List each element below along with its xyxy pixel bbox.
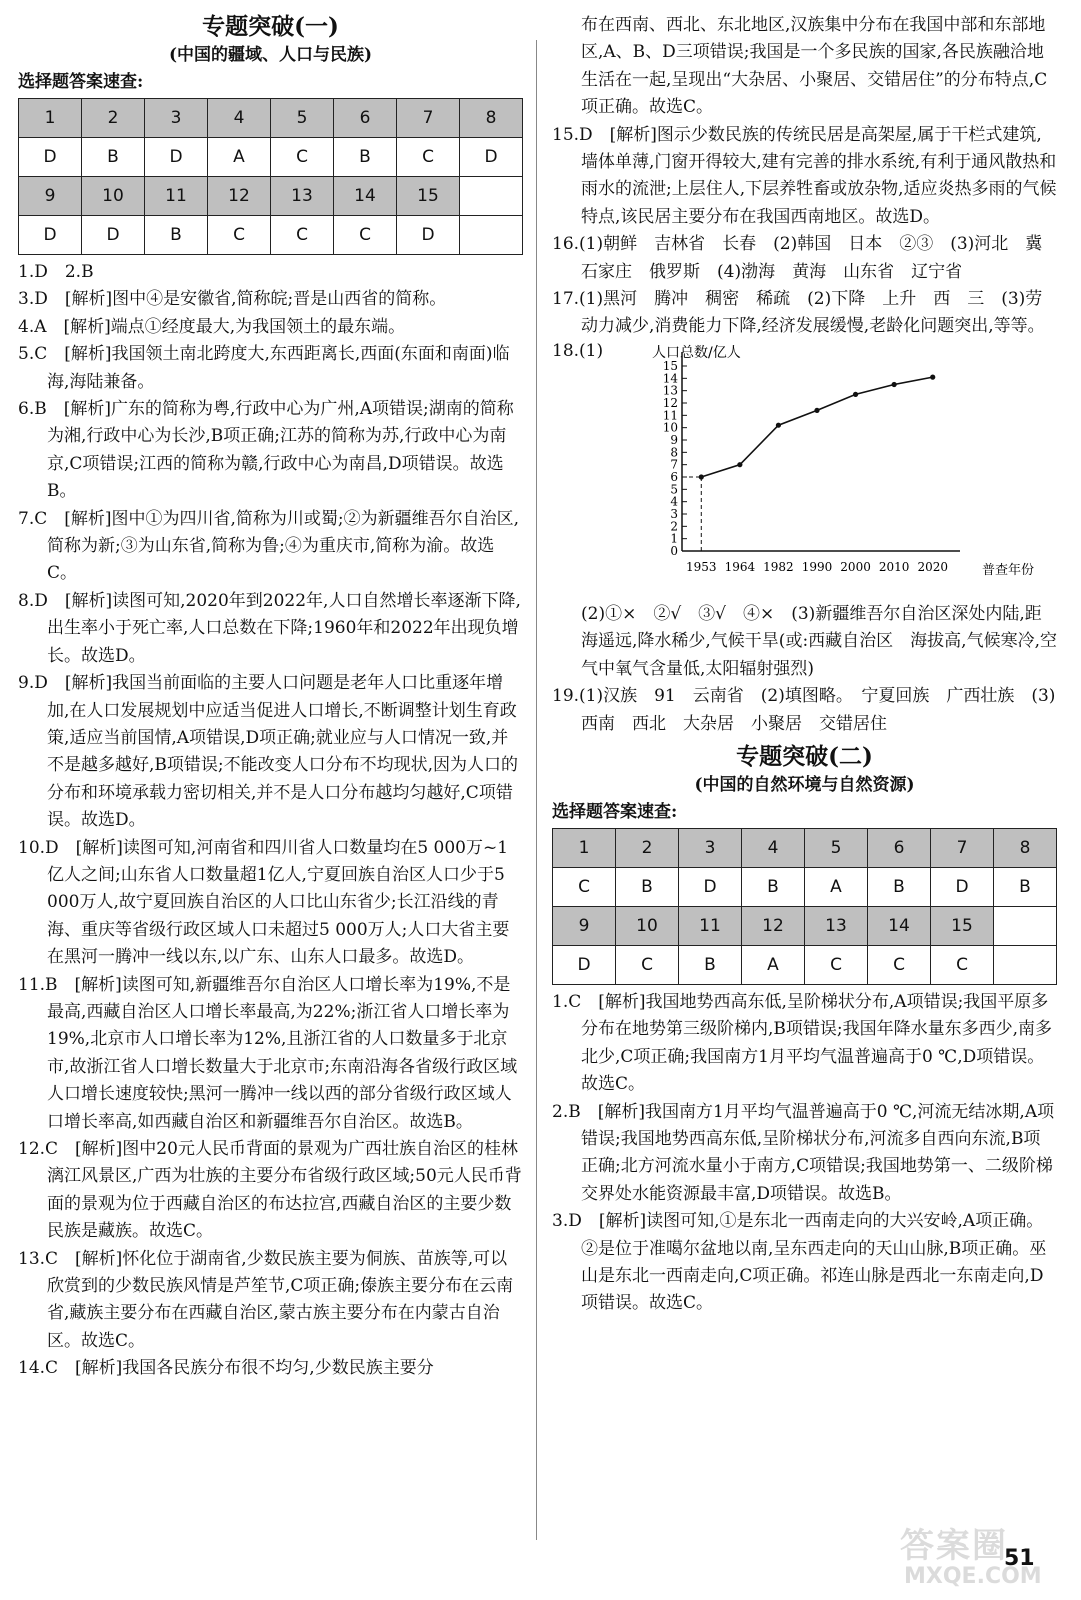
table-cell: D bbox=[19, 138, 82, 177]
data-point bbox=[930, 374, 935, 379]
table-cell: C bbox=[397, 138, 460, 177]
table-cell: 7 bbox=[397, 99, 460, 138]
table-cell: B bbox=[616, 867, 679, 906]
section2-quick-label: 选择题答案速查: bbox=[552, 801, 678, 822]
table-answer-row bbox=[553, 945, 1057, 984]
table-cell: 3 bbox=[145, 99, 208, 138]
table-cell: C bbox=[805, 945, 868, 984]
x-tick-label: 1982 bbox=[763, 559, 794, 574]
table-cell: 12 bbox=[208, 177, 271, 216]
answer-item: 1.C [解析]我国地势西高东低,呈阶梯状分布,A项错误;我国平原多分布在地势第三级阶梯内,B项错误;我国年降水量东多西少,南多北少,C项正确;我国南方1月平均气温普遍高于0 ℃,D项错误。故选C。 bbox=[552, 991, 1053, 1095]
data-point bbox=[699, 474, 704, 479]
table-cell: A bbox=[805, 867, 868, 906]
q18-number: 18.(1) bbox=[552, 340, 604, 361]
table-cell: B bbox=[82, 138, 145, 177]
answer-item: 10.D [解析]读图可知,河南省和四川省人口数量均在5 000万~1亿人之间;山东省人口数量超1亿人,宁夏回族自治区人口少于5 000万人,故宁夏回族自治区的人口比山东省少;长江沿线的青海、重庆等省级行政区域人口未超过5 000万人;人口大省主要在黑河一腾冲一线以东,以广东、山东人口最多。故选D。 bbox=[18, 837, 510, 968]
x-tick-label: 1964 bbox=[724, 559, 756, 574]
table-cell: C bbox=[334, 216, 397, 255]
section1-title: 专题突破(一) bbox=[202, 13, 339, 40]
table-cell: B bbox=[868, 867, 931, 906]
table-cell bbox=[460, 216, 523, 255]
x-tick-label: 1953 bbox=[686, 559, 717, 574]
q19: 19.(1)汉族 91 云南省 (2)填图略。 宁夏回族 广西壮族 (3)西南 西北 大杂居 小聚居 交错居住 bbox=[552, 686, 1056, 734]
table-cell: 12 bbox=[742, 906, 805, 945]
y-tick-label: 1 bbox=[670, 531, 678, 546]
answer-item: 9.D [解析]我国当前面临的主要人口问题是老年人口比重逐年增加,在人口发展规划中应适当促进人口增长,不断调整计划生育政策,适应当前国情,A项错误,D项正确;就业应与人口情况一致,并不是越多越好,B项错误;不能改变人口分布不均现状,因为人口的分布和环境承载力密切相关,并不是人口分布越均匀越好,C项错误。故选D。 bbox=[18, 673, 519, 831]
table-cell: 15 bbox=[931, 906, 994, 945]
answer-item: 8.D [解析]读图可知,2020年到2022年,人口自然增长率逐渐下降,出生率小于死亡率,人口总数在下降;1960年和2022年出现负增长。故选D。 bbox=[18, 590, 521, 666]
y-tick-label: 12 bbox=[662, 395, 678, 410]
answer-item: 13.C [解析]怀化位于湖南省,少数民族主要为侗族、苗族等,可以欣赏到的少数民族风情是芦笙节,C项正确;傣族主要分布在云南省,藏族主要分布在西藏自治区,蒙古族主要分布在内蒙古自治区。故选C。 bbox=[18, 1248, 514, 1351]
table-cell bbox=[460, 177, 523, 216]
y-tick-label: 3 bbox=[670, 506, 678, 521]
y-tick-label: 8 bbox=[670, 445, 678, 460]
table-cell: C bbox=[208, 216, 271, 255]
table-cell: 13 bbox=[805, 906, 868, 945]
answer-item: 7.C [解析]图中①为四川省,简称为川或蜀;②为新疆维吾尔自治区,简称为新;③为山东省,简称为鲁;④为重庆市,简称为渝。故选C。 bbox=[18, 508, 520, 584]
table-answer-row bbox=[553, 867, 1057, 906]
section1-answer-table bbox=[18, 98, 523, 255]
table-cell: C bbox=[868, 945, 931, 984]
section1-subtitle: (中国的疆域、人口与民族) bbox=[168, 45, 373, 65]
table-cell: C bbox=[271, 138, 334, 177]
data-point bbox=[853, 392, 858, 397]
right-answer-list-top bbox=[552, 12, 1060, 341]
table-cell: 2 bbox=[616, 828, 679, 867]
table-cell: 10 bbox=[82, 177, 145, 216]
table-cell: 11 bbox=[145, 177, 208, 216]
table-cell: D bbox=[82, 216, 145, 255]
table-cell: D bbox=[931, 867, 994, 906]
x-tick-label: 2000 bbox=[840, 559, 871, 574]
answer-item: 17.(1)黑河 腾冲 稠密 稀疏 (2)下降 上升 西 三 (3)劳动力减少,消费能力下降,经济发展缓慢,老龄化问题突出,等等。 bbox=[552, 289, 1045, 337]
table-cell: D bbox=[19, 216, 82, 255]
table-cell: 5 bbox=[805, 828, 868, 867]
right-column bbox=[552, 12, 1060, 1318]
table-cell: C bbox=[616, 945, 679, 984]
watermark-line1: 答案圈 bbox=[900, 1526, 1008, 1566]
x-tick-label: 2020 bbox=[917, 559, 948, 574]
left-answer-list bbox=[18, 259, 523, 1383]
table-cell bbox=[994, 945, 1057, 984]
table-cell: 7 bbox=[931, 828, 994, 867]
table-header-row bbox=[19, 99, 523, 138]
table-cell: C bbox=[553, 867, 616, 906]
table-cell: 14 bbox=[868, 906, 931, 945]
table-cell: 1 bbox=[553, 828, 616, 867]
answer-item: 14.C [解析]我国各民族分布很不均匀,少数民族主要分 bbox=[18, 1358, 434, 1379]
y-tick-label: 6 bbox=[670, 469, 678, 484]
table-cell: C bbox=[931, 945, 994, 984]
table-cell: 5 bbox=[271, 99, 334, 138]
answer-item: 布在西南、西北、东北地区,汉族集中分布在我国中部和东部地区,A、B、D三项错误;我国是一个多民族的国家,各民族融洽地生活在一起,呈现出“大杂居、小聚居、交错居住”的分布特点,C项正确。故选C。 bbox=[581, 15, 1048, 118]
y-tick-label: 4 bbox=[670, 494, 678, 509]
table-cell: 8 bbox=[460, 99, 523, 138]
population-line-chart bbox=[622, 341, 1035, 599]
table-cell: 4 bbox=[208, 99, 271, 138]
table-cell: B bbox=[145, 216, 208, 255]
data-point bbox=[776, 422, 781, 427]
section2-subtitle: (中国的自然环境与自然资源) bbox=[694, 774, 915, 795]
section2-answer-table bbox=[552, 828, 1057, 985]
table-cell: B bbox=[742, 867, 805, 906]
answer-item: 3.D [解析]图中④是安徽省,简称皖;晋是山西省的简称。 bbox=[18, 289, 447, 310]
table-cell: 4 bbox=[742, 828, 805, 867]
y-tick-label: 9 bbox=[670, 432, 678, 447]
table-cell: 9 bbox=[553, 906, 616, 945]
answer-item: 12.C [解析]图中20元人民币背面的景观为广西壮族自治区的桂林漓江风景区,广西为壮族的主要分布省级行政区域;50元人民币背面的景观为位于西藏自治区的布达拉宫,西藏自治区的主要少数民族是藏族。故选C。 bbox=[18, 1139, 522, 1242]
answer-item: 5.C [解析]我国领土南北跨度大,东西距离长,西面(东面和南面)临海,海陆兼备。 bbox=[18, 344, 510, 392]
x-tick-label: 2010 bbox=[878, 559, 910, 574]
answer-item: 3.D [解析]读图可知,①是东北一西南走向的大兴安岭,A项正确。②是位于准噶尔盆地以南,呈东西走向的天山山脉,B项正确。巫山是东北一西南走向,C项正确。祁连山脉是西北一东南走向,D项错误。故选C。 bbox=[552, 1211, 1047, 1314]
y-tick-label: 14 bbox=[662, 371, 678, 386]
chart-xlabel: 普查年份 bbox=[982, 562, 1035, 578]
table-cell: 13 bbox=[271, 177, 334, 216]
table-cell: 8 bbox=[994, 828, 1057, 867]
table-cell: 3 bbox=[679, 828, 742, 867]
table-cell: 2 bbox=[82, 99, 145, 138]
table-cell: 10 bbox=[616, 906, 679, 945]
answer-item: 4.A [解析]端点①经度最大,为我国领土的最东端。 bbox=[18, 316, 406, 337]
left-column bbox=[18, 12, 523, 1383]
table-cell: 15 bbox=[397, 177, 460, 216]
q18-part2: (2)①× ②√ ③√ ④× (3)新疆维吾尔自治区深处内陆,距海遥远,降水稀少,气候干旱(或:西藏自治区 海拔高,气候寒冷,空气中氧气含量低,太阳辐射强烈) bbox=[581, 603, 1057, 679]
table-cell: D bbox=[553, 945, 616, 984]
table-cell: 14 bbox=[334, 177, 397, 216]
watermark-logo bbox=[900, 1518, 1070, 1593]
y-tick-label: 15 bbox=[662, 358, 678, 373]
right-answer-list-bottom bbox=[552, 989, 1057, 1318]
column-divider bbox=[536, 40, 537, 1540]
table-header-row bbox=[553, 906, 1057, 945]
table-header-row bbox=[553, 828, 1057, 867]
table-cell: B bbox=[679, 945, 742, 984]
y-tick-label: 10 bbox=[662, 420, 678, 435]
table-cell: D bbox=[679, 867, 742, 906]
table-cell: 9 bbox=[19, 177, 82, 216]
answer-item: 15.D [解析]图示少数民族的传统民居是高架屋,属于干栏式建筑,墙体单薄,门窗开得较大,建有完善的排水系统,有利于通风散热和雨水的流泄;上层住人,下层养牲畜或放杂物,适应炎热多雨的气候特点,该民居主要分布在我国西南地区。故选D。 bbox=[552, 124, 1057, 227]
table-answer-row bbox=[19, 138, 523, 177]
table-header-row bbox=[19, 177, 523, 216]
answer-item: 1.D 2.B bbox=[18, 262, 94, 282]
section2-title: 专题突破(二) bbox=[736, 742, 873, 770]
y-tick-label: 0 bbox=[670, 543, 678, 558]
y-tick-label: 13 bbox=[662, 383, 678, 398]
q18-chart-block bbox=[552, 341, 1057, 601]
chart-ylabel: 人口总数/亿人 bbox=[652, 344, 741, 361]
table-cell: 6 bbox=[868, 828, 931, 867]
table-cell: A bbox=[742, 945, 805, 984]
table-cell: B bbox=[994, 867, 1057, 906]
table-cell: C bbox=[271, 216, 334, 255]
table-cell bbox=[994, 906, 1057, 945]
table-cell: D bbox=[145, 138, 208, 177]
y-tick-label: 2 bbox=[670, 519, 678, 534]
table-cell: 1 bbox=[19, 99, 82, 138]
table-cell: D bbox=[397, 216, 460, 255]
table-cell: 11 bbox=[679, 906, 742, 945]
page-number: 51 bbox=[1004, 1546, 1035, 1571]
answer-item: 2.B [解析]我国南方1月平均气温普遍高于0 ℃,河流无结冰期,A项错误;我国地势西高东低,呈阶梯状分布,河流多自西向东流,B项正确;北方河流水量小于南方,C项错误;我国地势第一、二级阶梯交界处水能资源最丰富,D项错误。故选B。 bbox=[552, 1101, 1055, 1204]
section1-quick-label: 选择题答案速查: bbox=[18, 72, 144, 92]
data-point bbox=[737, 462, 742, 467]
answer-item: 16.(1)朝鲜 吉林省 长春 (2)韩国 日本 ②③ (3)河北 冀 石家庄 俄罗斯 (4)渤海 黄海 山东省 辽宁省 bbox=[552, 234, 1060, 282]
table-cell: B bbox=[334, 138, 397, 177]
data-point bbox=[814, 408, 819, 413]
y-tick-label: 5 bbox=[670, 482, 678, 497]
answer-item: 11.B [解析]读图可知,新疆维吾尔自治区人口增长率为19%,不是最高,西藏自治区人口增长率最高,为22%;浙江省人口增长率为19%,北京市人口增长率为12%,且浙江省的人口数量多于北京市,故浙江省人口增长数量大于北京市;东南沿海各省级行政区域人口增长速度较快;黑河一腾冲一线以西的部分省级行政区域人口增长率高,如西藏自治区和新疆维吾尔自治区。故选B。 bbox=[18, 974, 518, 1132]
y-tick-label: 11 bbox=[662, 408, 678, 423]
table-cell: D bbox=[460, 138, 523, 177]
table-cell: A bbox=[208, 138, 271, 177]
answer-item: 6.B [解析]广东的简称为粤,行政中心为广州,A项错误;湖南的简称为湘,行政中心为长沙,B项正确;江苏的简称为苏,行政中心为南京,C项错误;江西的简称为赣,行政中心为南昌,D项错误。故选B。 bbox=[18, 399, 514, 502]
series-line bbox=[701, 377, 932, 477]
y-tick-label: 7 bbox=[670, 457, 678, 472]
x-tick-label: 1990 bbox=[801, 559, 833, 574]
table-cell: 6 bbox=[334, 99, 397, 138]
watermark-line2: MXQE.COM bbox=[904, 1564, 1042, 1589]
table-answer-row bbox=[19, 216, 523, 255]
data-point bbox=[892, 382, 897, 387]
